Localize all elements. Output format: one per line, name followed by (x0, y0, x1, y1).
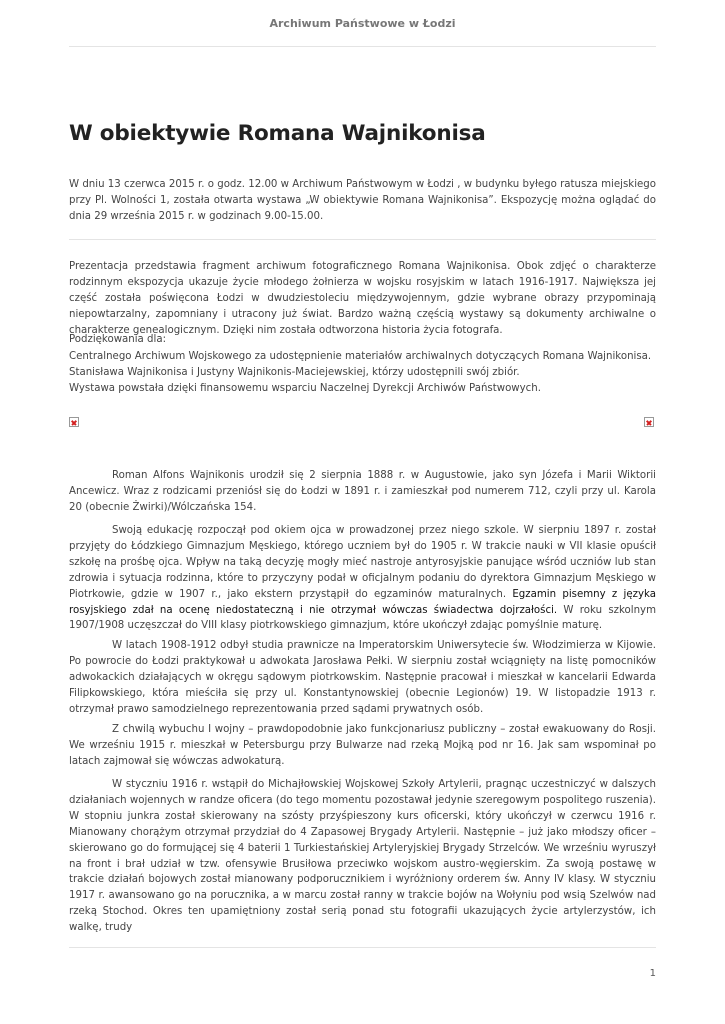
header-divider (69, 46, 656, 47)
document-header: Archiwum Państwowe w Łodzi (269, 17, 456, 30)
thanks-label: Podziękowania dla: (69, 334, 167, 345)
section-divider (69, 239, 656, 240)
lead-paragraph: W dniu 13 czerwca 2015 r. o godz. 12.00 w Archiwum Państwowym w Łodzi , w budynku byłego ratusza miejskiego przy Pl. Wolności 1, została otwarta wystawa „W obiektywie Romana Wajnikonisa”. Ekspozycję można oglądać do dnia 29 września 2015 r. w godzinach 9.00-15.00. (69, 179, 656, 222)
exam-highlight: Egzamin pisemny z języka rosyjskiego zdał na ocenę niedostateczną i nie otrzymał wówczas świadectwa dojrzałości. (69, 588, 656, 616)
article-title: W obiektywie Romana Wajnikonisa (69, 121, 486, 146)
thanks-line-1: Centralnego Archiwum Wojskowego za udostępnienie materiałów archiwalnych dotyczących Romana Wajnikonisa. (69, 351, 652, 362)
bio-paragraph-3: W latach 1908-1912 odbył studia prawnicze na Imperatorskim Uniwersytecie św. Włodzimierza w Kijowie. Po powrocie do Łodzi praktykował u adwokata Jarosława Pełki. W sierpniu został wciągnięty na listę pomocników adwokackich działających w okręgu sądowym piotrkowskim. Następnie pracował i mieszkał w kancelarii Edwarda Filipkowskiego, która mieściła się przy ul. Konstantynowskiej (obecnie Legionów) 19. W listopadzie 1913 r. otrzymał prawo samodzielnego reprezentowania przed sądami prywatnych osób. (69, 640, 656, 715)
footer-divider (69, 947, 656, 948)
intro-paragraph: Prezentacja przedstawia fragment archiwum fotograficznego Romana Wajnikonisa. Obok zdjęć o charakterze rodzinnym ekspozycja ukazuje życie młodego żołnierza w wojsku rosyjskim w latach 1916-1917. Największa jej część została poświęcona Łodzi w dwudziestoleciu międzywojennym, gdzie wybrane obrazy przypominają niepowtarzalny, zapomniany i utracony już świat. Bardzo ważną częścią wystawy są dokumenty archiwalne o charakterze genealogicznym. Dzięki nim została odtworzona historia życia fotografa. (69, 261, 656, 336)
bio-paragraph-2-text: Swoją edukację rozpoczął pod okiem ojca w prowadzonej przez niego szkole. W sierpniu 1897 r. został przyjęty do Łódzkiego Gimnazjum Męskiego, którego uczniem był do 1905 r. W trakcie nauki w VII klasie opuścił szkołę na prośbę ojca. Wpływ na taką decyzję mogły mieć nastroje antyrosyjskie panujące wśród uczniów lub stan zdrowia i sytuacja rodzinna, które to przyczyny podał w oficjalnym podaniu do dyrektora Gimnazjum Męskiego w Piotrkowie, gdzie w 1907 r., jako ekstern przystąpił do egzaminów maturalnych. (69, 525, 656, 600)
bio-paragraph-1: Roman Alfons Wajnikonis urodził się 2 sierpnia 1888 r. w Augustowie, jako syn Józefa i Marii Wiktorii Ancewicz. Wraz z rodzicami przeniósł się do Łodzi w 1891 r. i zamieszkał pod numerem 712, czyli przy ul. Karola 20 (obecnie Żwirki)/Wólczańska 154. (69, 470, 656, 513)
thanks-line-2: Stanisława Wajnikonisa i Justyny Wajnikonis-Maciejewskiej, którzy udostępnili swój zbiór. (69, 367, 520, 378)
bio-paragraph-2-end: W roku szkolnym 1907/1908 uczęszczał do VIII klasy piotrkowskiego gimnazjum, które ukończył zdając pomyślnie maturę. (69, 604, 656, 632)
bio-paragraph-2 (69, 523, 656, 634)
bio-paragraph-4: Z chwilą wybuchu I wojny – prawdopodobnie jako funkcjonariusz publiczny – został ewakuowany do Rosji. We wrześniu 1915 r. mieszkał w Petersburgu przy Bulwarze nad rzeką Mojką pod nr 16. Jak sam wspominał po latach zajmował się wówczas adwokaturą. (69, 724, 656, 767)
funding-note: Wystawa powstała dzięki finansowemu wsparciu Naczelnej Dyrekcji Archiwów Państwowych. (69, 383, 541, 394)
page-number: 1 (649, 968, 656, 979)
bio-paragraph-5: W styczniu 1916 r. wstąpił do Michajłowskiej Wojskowej Szkoły Artylerii, pragnąc uczestniczyć w dalszych działaniach wojennych w randze oficera (do tego momentu pozostawał jedynie szeregowym pospolitego ruszenia). W stopniu junkra został skierowany na szósty przyśpieszony kurs oficerski, który ukończył w czerwcu 1916 r. Mianowany chorążym otrzymał przydział do 4 Zapasowej Brygady Artylerii. Następnie – już jako młodszy oficer – skierowano go do formującej się 4 baterii 1 Turkiestańskiej Artyleryjskiej Brygady Strzelców. We wrześniu wyruszył na front i brał udział w tzw. ofensywie Brusiłowa przeciwko wojskom austro-węgierskim. Za swoją postawę w trakcie działań bojowych został mianowany podporucznikiem i wyróżniony orderem św. Anny IV klasy. W styczniu 1917 r. awansowano go na porucznika, a w marcu został ranny w trakcie bojów na Wołyniu pod wsią Szelwów nad rzeką Stochod. Okres ten upamiętniony został serią ponad stu fotografii ukazujących życie artylerzystów, ich walkę, trudy (69, 779, 656, 934)
broken-image-icon (644, 417, 654, 427)
broken-image-icon (69, 417, 79, 427)
